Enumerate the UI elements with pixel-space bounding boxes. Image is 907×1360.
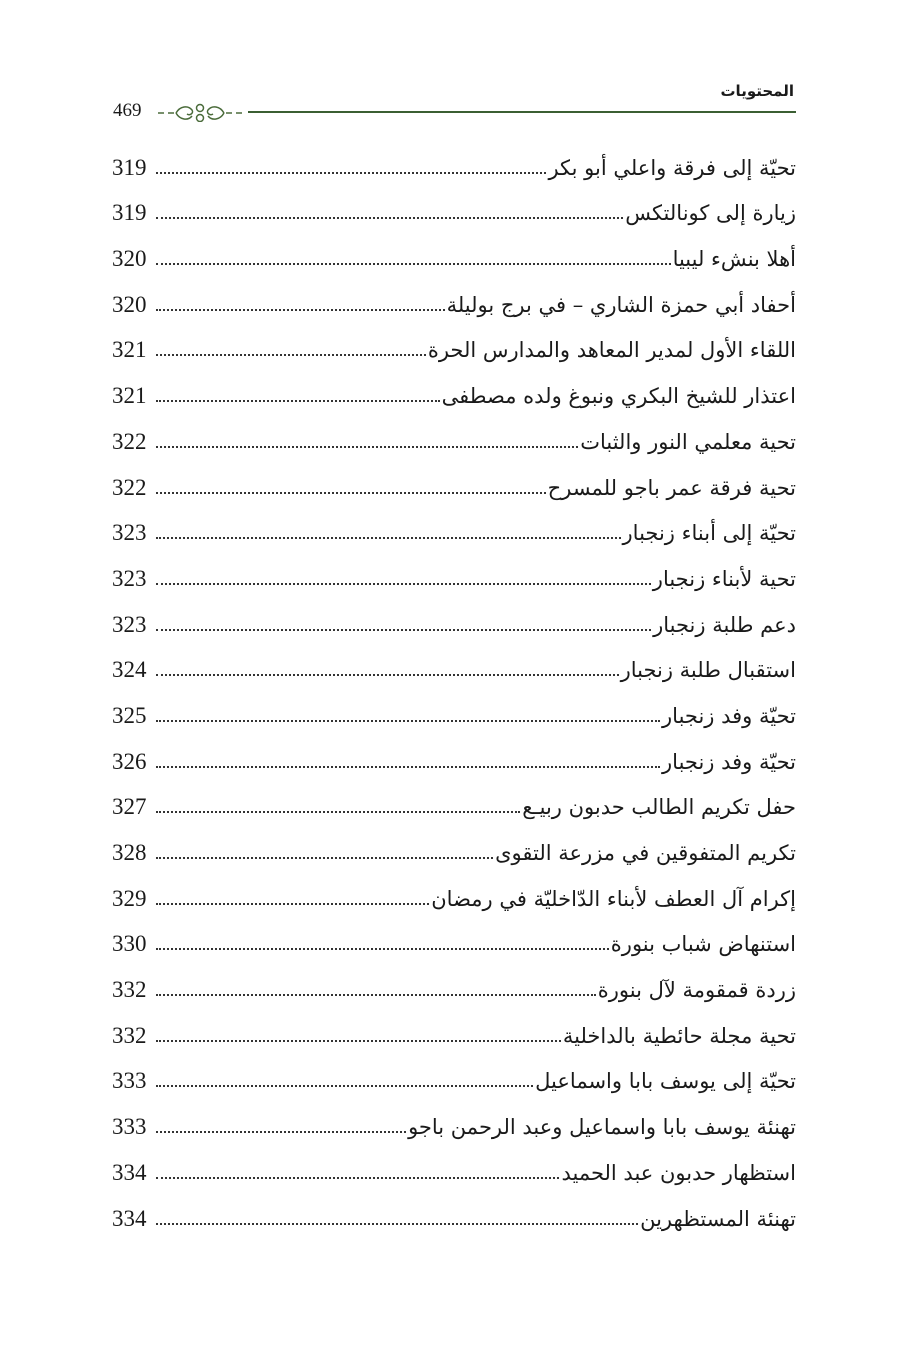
toc-entry [112,823,796,869]
toc-entry-title: أهلا بنشء ليبيا [672,247,796,272]
toc-entry-page: 319 [112,200,147,226]
toc-entry-title: تكريم المتفوقين في مزرعة التقوى [495,841,796,865]
toc-entry-page: 327 [112,794,147,820]
toc-entry [112,1189,796,1235]
toc-entry [112,641,796,687]
toc-entry-title: تحيّة إلى أبناء زنجبار [622,521,796,546]
dot-leader [156,1040,561,1042]
toc-entry-title: استنهاض شباب بنورة [610,932,796,957]
toc-entry-page: 334 [112,1205,147,1231]
toc-entry [112,595,796,641]
page-number: 469 [113,100,142,121]
toc-entry [112,504,796,550]
toc-entry-title: حفل تكريم الطالب حدبون ربيـع [522,795,796,820]
dot-leader [156,903,429,905]
toc-entry-page: 328 [112,840,147,865]
toc-entry-title: تحيّة إلى فرقة واعلي أبو بكر [548,155,796,180]
toc-entry-page: 323 [112,520,147,546]
dot-leader [156,1085,533,1087]
table-of-contents [112,138,796,1235]
toc-entry-title: اللقاء الأول لمدير المعاهد والمدارس الحرة [427,338,796,363]
dot-leader [156,994,596,996]
running-title: المحتويات [720,82,794,100]
dot-leader [156,400,440,402]
toc-entry-page: 323 [112,565,147,591]
toc-entry-title: تحيّة وفد زنجبار [662,749,796,774]
toc-entry [112,321,796,367]
dot-leader [156,446,578,448]
dot-leader [156,1131,406,1133]
dot-leader [156,583,651,585]
toc-entry [112,869,796,915]
dot-leader [156,766,660,768]
toc-entry-page: 332 [112,1022,147,1048]
toc-entry-title: تحية مجلة حائطية بالداخلية [562,1023,796,1048]
page-header [110,78,796,122]
dot-leader [156,629,651,631]
toc-entry-title: استقبال طلبة زنجبار [620,658,796,683]
toc-entry-title: تحية لأبناء زنجبار [652,566,796,591]
toc-entry-page: 322 [112,474,147,500]
toc-entry-page: 326 [112,748,147,774]
toc-entry [112,138,796,184]
toc-entry-title: تحية معلمي النور والثبات [580,429,796,454]
toc-entry-page: 321 [112,337,147,363]
toc-entry-page: 325 [112,702,147,728]
toc-entry [112,1052,796,1098]
toc-entry-page: 323 [112,611,147,637]
toc-entry-page: 322 [112,428,147,454]
dot-leader [156,720,660,722]
toc-entry-title: زردة قمقومة لآل بنورة [597,978,796,1003]
dot-leader [156,811,520,813]
dot-leader [156,217,623,219]
toc-entry [112,366,796,412]
toc-entry-page: 320 [112,246,147,272]
toc-entry-title: إكرام آل العطف لأبناء الدّاخليّة في رمضان [431,886,796,911]
toc-entry [112,778,796,824]
toc-entry [112,275,796,321]
toc-entry [112,686,796,732]
toc-entry-page: 334 [112,1159,147,1185]
toc-entry-title: استظهار حدبون عبد الحميد [561,1160,796,1185]
toc-entry-title: تهنئة المستظهرين [640,1206,796,1231]
toc-entry-title: تحيّة وفد زنجبار [662,703,796,728]
toc-entry-title: دعم طلبة زنجبار [653,612,796,637]
toc-entry-title: اعتذار للشيخ البكري ونبوغ ولده مصطفى [441,384,796,409]
toc-entry [112,915,796,961]
toc-entry-page: 329 [112,885,147,911]
toc-entry-page: 324 [112,657,147,683]
toc-entry-title: تحيّة إلى يوسف بابا واسماعيل [535,1069,796,1094]
toc-entry [112,412,796,458]
toc-entry [112,1006,796,1052]
toc-entry-page: 332 [112,977,147,1003]
toc-entry [112,229,796,275]
toc-entry [112,732,796,778]
toc-entry [112,1097,796,1143]
toc-entry [112,1143,796,1189]
dot-leader [156,857,493,859]
dot-leader [156,948,609,950]
toc-entry-title: أحفاد أبي حمزة الشاري – في برج بوليلة [446,292,796,317]
toc-entry-page: 321 [112,383,147,409]
dot-leader [156,537,621,539]
dot-leader [156,1177,559,1179]
dot-leader [156,354,426,356]
dot-leader [156,674,619,676]
toc-entry-page: 333 [112,1114,147,1140]
dot-leader [156,1223,638,1225]
toc-entry [112,458,796,504]
toc-entry [112,549,796,595]
toc-entry-page: 330 [112,931,147,957]
toc-entry-title: تهنئة يوسف بابا واسماعيل وعبد الرحمن باجو [408,1115,796,1140]
toc-entry [112,184,796,230]
dot-leader [156,263,671,265]
toc-entry-page: 333 [112,1068,147,1094]
dot-leader [156,172,546,174]
dot-leader [156,492,546,494]
toc-entry [112,960,796,1006]
toc-entry-title: تحية فرقة عمر باجو للمسرح [547,475,796,500]
toc-entry-page: 319 [112,154,147,180]
toc-entry-title: زيارة إلى كونالتكس [625,201,796,226]
decorative-ornament-icon [156,102,244,122]
toc-entry-page: 320 [112,291,147,317]
dot-leader [156,309,445,311]
header-rule [248,111,796,113]
